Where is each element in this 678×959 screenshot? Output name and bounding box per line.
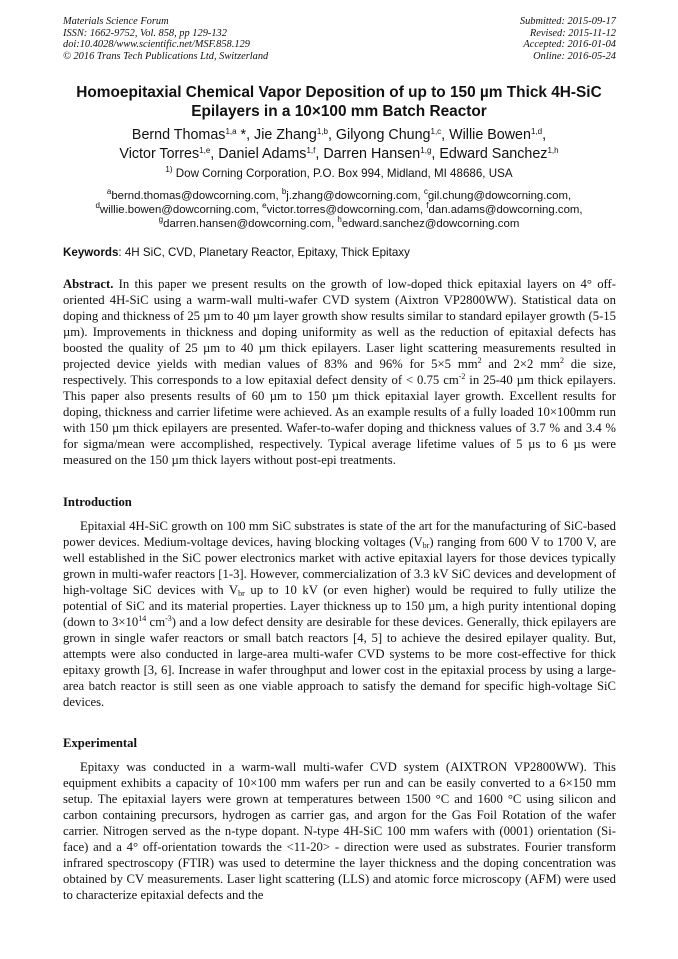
author-name: Edward Sanchez — [439, 145, 548, 162]
section-heading-experimental: Experimental — [63, 736, 138, 750]
paragraph-text: up to 10 kV (or even higher) would be required to fully utilize the potential of SiC and its material properties. Layer thickness up to 150 µm, a high purity intentional doping (down to 3×10 — [63, 583, 617, 629]
superscript: 2 — [559, 356, 564, 365]
author-affil-sup: 1,e — [199, 145, 211, 155]
author-separator: , — [441, 127, 450, 143]
superscript: 14 — [138, 614, 147, 623]
date-submitted: Submitted: 2015-09-17 — [519, 16, 616, 27]
author-list — [40, 126, 638, 163]
email-sup: f — [426, 201, 429, 211]
author-affil-sup: 1,g — [420, 145, 432, 155]
author-name: Willie Bowen — [449, 127, 531, 143]
email-sup: b — [281, 187, 287, 196]
date-accepted: Accepted: 2016-01-04 — [523, 39, 616, 51]
keywords-label: Keywords — [63, 246, 119, 259]
journal-doi: doi:10.4028/www.scientific.net/MSF.858.129 — [63, 39, 250, 51]
email-sup: d — [95, 201, 100, 211]
keywords-text: : 4H SiC, CVD, Planetary Reactor, Epitaxy, Thick Epitaxy — [118, 246, 410, 259]
paragraph-text: Epitaxial 4H-SiC growth on 100 mm SiC substrates is state of the art for the manufacturing of SiC-based power devices. Medium-voltage devices, having blocking voltages (V — [63, 519, 616, 549]
journal-issn: ISSN: 1662-9752, Vol. 858, pp 129-132 — [63, 27, 227, 39]
date-online: Online: 2016-05-24 — [533, 50, 616, 62]
subscript: br — [422, 541, 430, 550]
abstract — [63, 276, 616, 468]
email-sup: e — [262, 201, 267, 211]
experimental-body — [63, 759, 616, 903]
author-emails — [40, 189, 638, 232]
author-name: Darren Hansen — [323, 145, 421, 162]
abstract-text: die size, respectively. This corresponds to a low epitaxial defect density of < 0.75 cm — [63, 357, 616, 387]
email-line-1 — [40, 189, 638, 203]
journal-info — [63, 16, 268, 62]
email-address: dan.adams@dowcorning.com, — [428, 204, 583, 217]
email-address: victor.torres@dowcorning.com, — [266, 204, 427, 217]
author-separator: *, — [236, 127, 255, 143]
author-name: Gilyong Chung — [335, 127, 431, 143]
subscript: br — [238, 589, 245, 598]
email-address: gil.chung@dowcorning.com, — [427, 190, 572, 202]
email-address: darren.hansen@dowcorning.com, — [163, 218, 338, 231]
email-sup: g — [158, 215, 164, 225]
paragraph-text: Epitaxy was conducted in a warm-wall multi-wafer CVD system (AIXTRON VP2800WW). This equipment exhibits a capacity of 10×100 mm wafers per run and can be easily converted to a 6×150 mm setup. The epitaxial layers were grown at temperatures between 1500 °C and 1600 °C using silicon and carbon containing precursors, hydrogen as carrier gas, and argon for the Gas Foil Rotation of the wafer carrier. Nitrogen served as the n-type dopant. N-type 4H-SiC 100 mm wafers with (0001) orientation (Si-face) and a 4° off-orientation towards the <11-20> - direction were used as substrates. Fourier transform infrared spectroscopy (FTIR) was used to determine the layer thickness and the doping concentration was obtained by CV measurements. Laser light scattering (LLS) and atomic force microscopy (AFM) were used to characterize epitaxial defects and the — [63, 760, 616, 902]
author-affil-sup: 1,h — [547, 145, 559, 155]
affiliation — [40, 167, 638, 181]
paper-title — [40, 84, 638, 121]
title-line-1: Homoepitaxial Chemical Vapor Deposition of up to 150 µm Thick 4H-SiC — [76, 84, 602, 101]
superscript: 2 — [477, 356, 482, 365]
abstract-text: In this paper we present results on the growth of low-doped thick epitaxial layers on 4° off-oriented 4H-SiC using a warm-wall multi-wafer CVD system (Aixtron VP2800WW). Statistical data on doping and thickness of 25 µm to 40 µm layer growth show results similar to standard epilayer growth (5-15 µm). Improvements in thickness and doping uniformity as well as the reduction of epitaxial defects has boosted the quality of 25 µm to 40 µm thick epilayers. Laser light scattering measurements resulted in projected device yields with median values of 83% and 96% for 5×5 mm — [63, 277, 616, 371]
author-separator: , — [431, 145, 440, 162]
paragraph-text: ) and a low defect density are desirable for these devices. Generally, thick epilayers are grown in single wafer reactors or small batch reactors [4, 5] to achieve the desired epilayer quality. But, attempts were also conducted in large-area multi-wafer CVD systems to be more cost-effective for thick epitaxy growth [3, 6]. Increase in wafer throughput and lower cost in the epitaxial process by using a large-area batch reactor is still seen as one viable approach to satisfy the demand for specific high-voltage SiC devices. — [63, 615, 616, 709]
author-affil-sup: 1,d — [530, 127, 543, 136]
title-line-2: Epilayers in a 10×100 mm Batch Reactor — [191, 102, 487, 120]
author-name: Bernd Thomas — [131, 127, 226, 143]
email-address: bernd.thomas@dowcorning.com, — [111, 190, 282, 202]
email-sup: c — [423, 187, 428, 196]
author-name: Victor Torres — [119, 145, 200, 162]
publication-dates — [520, 16, 616, 62]
author-line-1 — [40, 126, 638, 145]
author-separator: , — [315, 145, 324, 162]
email-sup: a — [106, 187, 112, 196]
abstract-text: in 25-40 µm thick epilayers. This paper also presents results of 60 µm to 150 µm thick epitaxial layer growth. Excellent results for doping, thickness and carrier lifetime were achieved. As an example results of a fully loaded 10×100mm run with 150 µm thick epilayers are presented. Wafer-to-wafer doping and thickness values of 3.7 % and 3.4 % for sigma/mean were accomplished, respectively. Typical average lifetime values of 5 µs to 6 µs were measured on the 150 µm thick layers without post-epi treatments. — [63, 373, 616, 467]
affiliation-sup: 1) — [165, 165, 173, 174]
superscript: -3 — [165, 614, 172, 623]
abstract-text: and 2×2 mm — [481, 357, 560, 371]
author-affil-sup: 1,a — [225, 127, 237, 136]
author-affil-sup: 1,b — [316, 127, 328, 136]
introduction-body — [63, 518, 616, 710]
superscript: -2 — [458, 372, 466, 381]
author-affil-sup: 1,c — [430, 127, 442, 136]
email-address: edward.sanchez@dowcorning.com — [341, 218, 520, 231]
section-heading-introduction: Introduction — [63, 495, 132, 509]
paragraph-text: ) ranging from 600 V to 1700 V, are well established in the SiC power electronics market with active epitaxial layers for those devices typically grown in multi-wafer reactors [1-3]. However, commercialization of 3.3 kV SiC devices and development of high-voltage SiC devices with V — [63, 535, 616, 597]
author-separator: , — [327, 127, 336, 143]
affiliation-text: Dow Corning Corporation, P.O. Box 994, Midland, MI 48686, USA — [172, 167, 513, 180]
email-address: willie.bowen@dowcorning.com, — [99, 204, 263, 217]
keywords — [63, 246, 618, 260]
journal-name: Materials Science Forum — [63, 16, 169, 27]
abstract-label: Abstract. — [63, 277, 114, 291]
author-affil-sup: 1,f — [306, 145, 316, 155]
email-line-3 — [40, 217, 638, 231]
author-separator: , — [542, 127, 547, 143]
paragraph-text: cm — [146, 615, 166, 629]
author-line-2 — [40, 145, 638, 164]
journal-copyright: © 2016 Trans Tech Publications Ltd, Switzerland — [63, 50, 269, 62]
date-revised: Revised: 2015-11-12 — [529, 27, 616, 39]
author-name: Jie Zhang — [254, 127, 317, 143]
email-sup: h — [337, 215, 342, 225]
author-name: Daniel Adams — [218, 145, 307, 162]
author-separator: , — [210, 145, 219, 162]
email-address: j.zhang@dowcorning.com, — [286, 190, 424, 202]
